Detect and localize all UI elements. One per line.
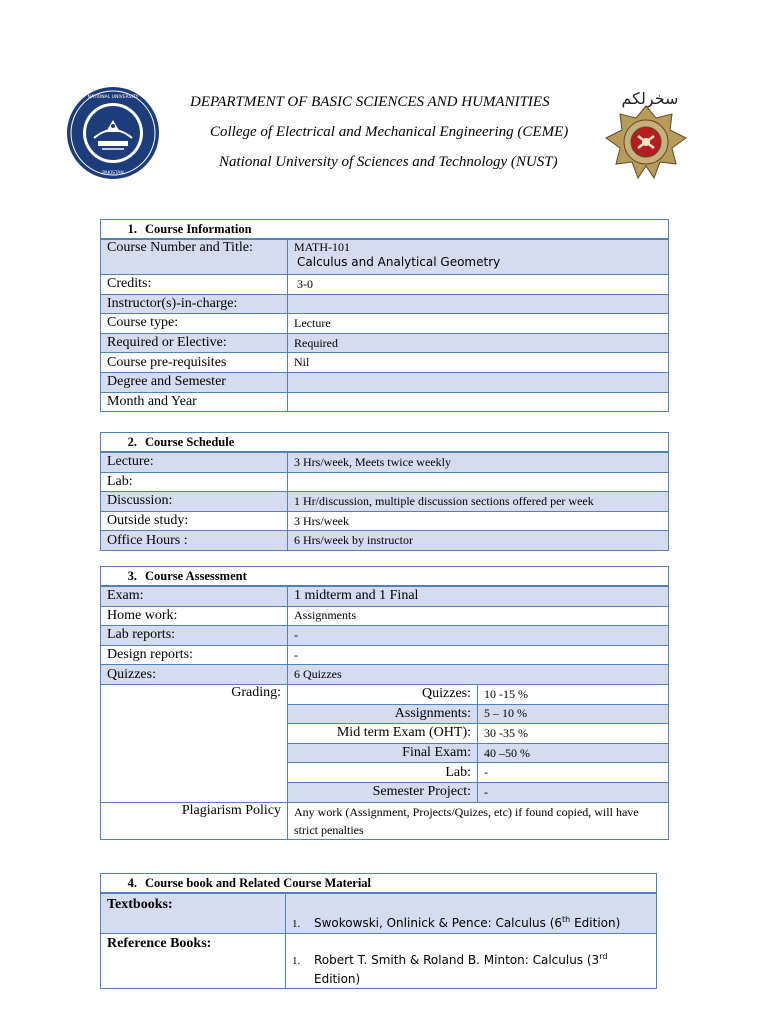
section-number: 3. (127, 568, 137, 583)
section-header (101, 874, 657, 894)
table-row (101, 606, 669, 626)
course-information-table (100, 219, 669, 412)
grading-weight: 10 -15 % (478, 684, 669, 704)
row-value: - (288, 645, 669, 665)
row-label: Home work: (101, 606, 288, 626)
table-row (101, 353, 669, 373)
section-title: Course Assessment (145, 568, 247, 583)
grading-row (101, 684, 669, 704)
university-name: National University of Sciences and Technology (NUST) (219, 154, 558, 170)
college-name: College of Electrical and Mechanical Engineering (CEME) (210, 124, 569, 140)
section-title: Course Information (145, 221, 252, 236)
row-label: Credits: (101, 275, 288, 295)
svg-text:NATIONAL UNIVERSITY: NATIONAL UNIVERSITY (87, 95, 139, 100)
table-row (101, 472, 669, 492)
reference-book-entry: 1. Robert T. Smith & Roland B. Minton: Calculus (3rd Edition) (286, 934, 657, 989)
section-header (101, 433, 669, 453)
plagiarism-text: Any work (Assignment, Projects/Quizes, etc) if found copied, will have strict penalties (288, 802, 669, 839)
textbooks-label: Textbooks: (101, 893, 286, 934)
row-label: Lab: (101, 472, 288, 492)
section-title: Course book and Related Course Material (145, 875, 372, 890)
plagiarism-label: Plagiarism Policy (101, 802, 288, 839)
course-books-table (100, 873, 657, 989)
reference-books-label: Reference Books: (101, 934, 286, 989)
row-value (288, 372, 669, 392)
row-value: Lecture (288, 314, 669, 334)
row-label: Quizzes: (101, 665, 288, 685)
grading-item: Quizzes: (288, 684, 478, 704)
table-row (101, 586, 669, 606)
table-row (101, 333, 669, 353)
row-value: - (288, 626, 669, 646)
section-title: Course Schedule (145, 434, 235, 449)
row-value: 1 midterm and 1 Final (288, 586, 669, 606)
row-label: Course pre-requisites (101, 353, 288, 373)
table-row (101, 452, 669, 472)
grading-weight: 5 – 10 % (478, 704, 669, 724)
list-number: 1. (292, 955, 301, 967)
row-label: Course Number and Title: (101, 239, 288, 275)
row-label: Office Hours : (101, 531, 288, 551)
grading-weight: - (478, 763, 669, 783)
row-value: 3 Hrs/week (288, 511, 669, 531)
row-value: Nil (288, 353, 669, 373)
row-label: Lab reports: (101, 626, 288, 646)
table-row (101, 372, 669, 392)
table-row (101, 392, 669, 412)
course-title: Calculus and Analytical Geometry (297, 255, 501, 269)
table-row (101, 626, 669, 646)
row-label: Exam: (101, 586, 288, 606)
table-row (101, 893, 657, 934)
row-value: 6 Hrs/week by instructor (288, 531, 669, 551)
row-label: Outside study: (101, 511, 288, 531)
row-value: 1 Hr/discussion, multiple discussion sections offered per week (288, 492, 669, 512)
nust-logo (66, 86, 160, 180)
grading-item: Semester Project: (288, 782, 478, 802)
table-row (101, 275, 669, 295)
row-value: 3 Hrs/week, Meets twice weekly (288, 452, 669, 472)
table-row (101, 239, 669, 275)
grading-item: Mid term Exam (OHT): (288, 724, 478, 744)
row-value (288, 239, 669, 275)
row-label: Month and Year (101, 392, 288, 412)
table-row (101, 645, 669, 665)
section-header (101, 567, 669, 587)
list-number: 1. (292, 918, 301, 930)
row-value (288, 392, 669, 412)
svg-text:سخرلکم: سخرلکم (621, 89, 679, 108)
row-value: 3-0 (288, 275, 669, 295)
grading-label: Grading: (101, 684, 288, 802)
section-number: 2. (127, 434, 137, 449)
row-label: Lecture: (101, 452, 288, 472)
table-row (101, 531, 669, 551)
grading-item: Lab: (288, 763, 478, 783)
section-header (101, 220, 669, 240)
course-number: MATH-101 (294, 240, 350, 254)
row-value (288, 472, 669, 492)
row-value: Assignments (288, 606, 669, 626)
grading-item: Assignments: (288, 704, 478, 724)
row-label: Discussion: (101, 492, 288, 512)
row-label: Course type: (101, 314, 288, 334)
svg-text:PAKISTAN: PAKISTAN (102, 171, 124, 176)
table-row (101, 934, 657, 989)
section-number: 4. (127, 875, 137, 890)
row-value (288, 294, 669, 314)
course-schedule-table (100, 432, 669, 551)
department-title: DEPARTMENT OF BASIC SCIENCES AND HUMANITIES (190, 94, 550, 110)
table-row (101, 511, 669, 531)
row-value: Required (288, 333, 669, 353)
row-label: Instructor(s)-in-charge: (101, 294, 288, 314)
grading-weight: 30 -35 % (478, 724, 669, 744)
table-row (101, 314, 669, 334)
course-assessment-table (100, 566, 669, 840)
ceme-emblem (600, 86, 692, 186)
textbook-entry: 1. Swokowski, Onlinick & Pence: Calculus (6th Edition) (286, 893, 657, 934)
row-label: Required or Elective: (101, 333, 288, 353)
grading-weight: - (478, 782, 669, 802)
grading-item: Final Exam: (288, 743, 478, 763)
grading-weight: 40 –50 % (478, 743, 669, 763)
table-row (101, 492, 669, 512)
row-label: Degree and Semester (101, 372, 288, 392)
row-label: Design reports: (101, 645, 288, 665)
row-value: 6 Quizzes (288, 665, 669, 685)
section-number: 1. (127, 221, 137, 236)
table-row (101, 294, 669, 314)
plagiarism-row (101, 802, 669, 839)
table-row (101, 665, 669, 685)
